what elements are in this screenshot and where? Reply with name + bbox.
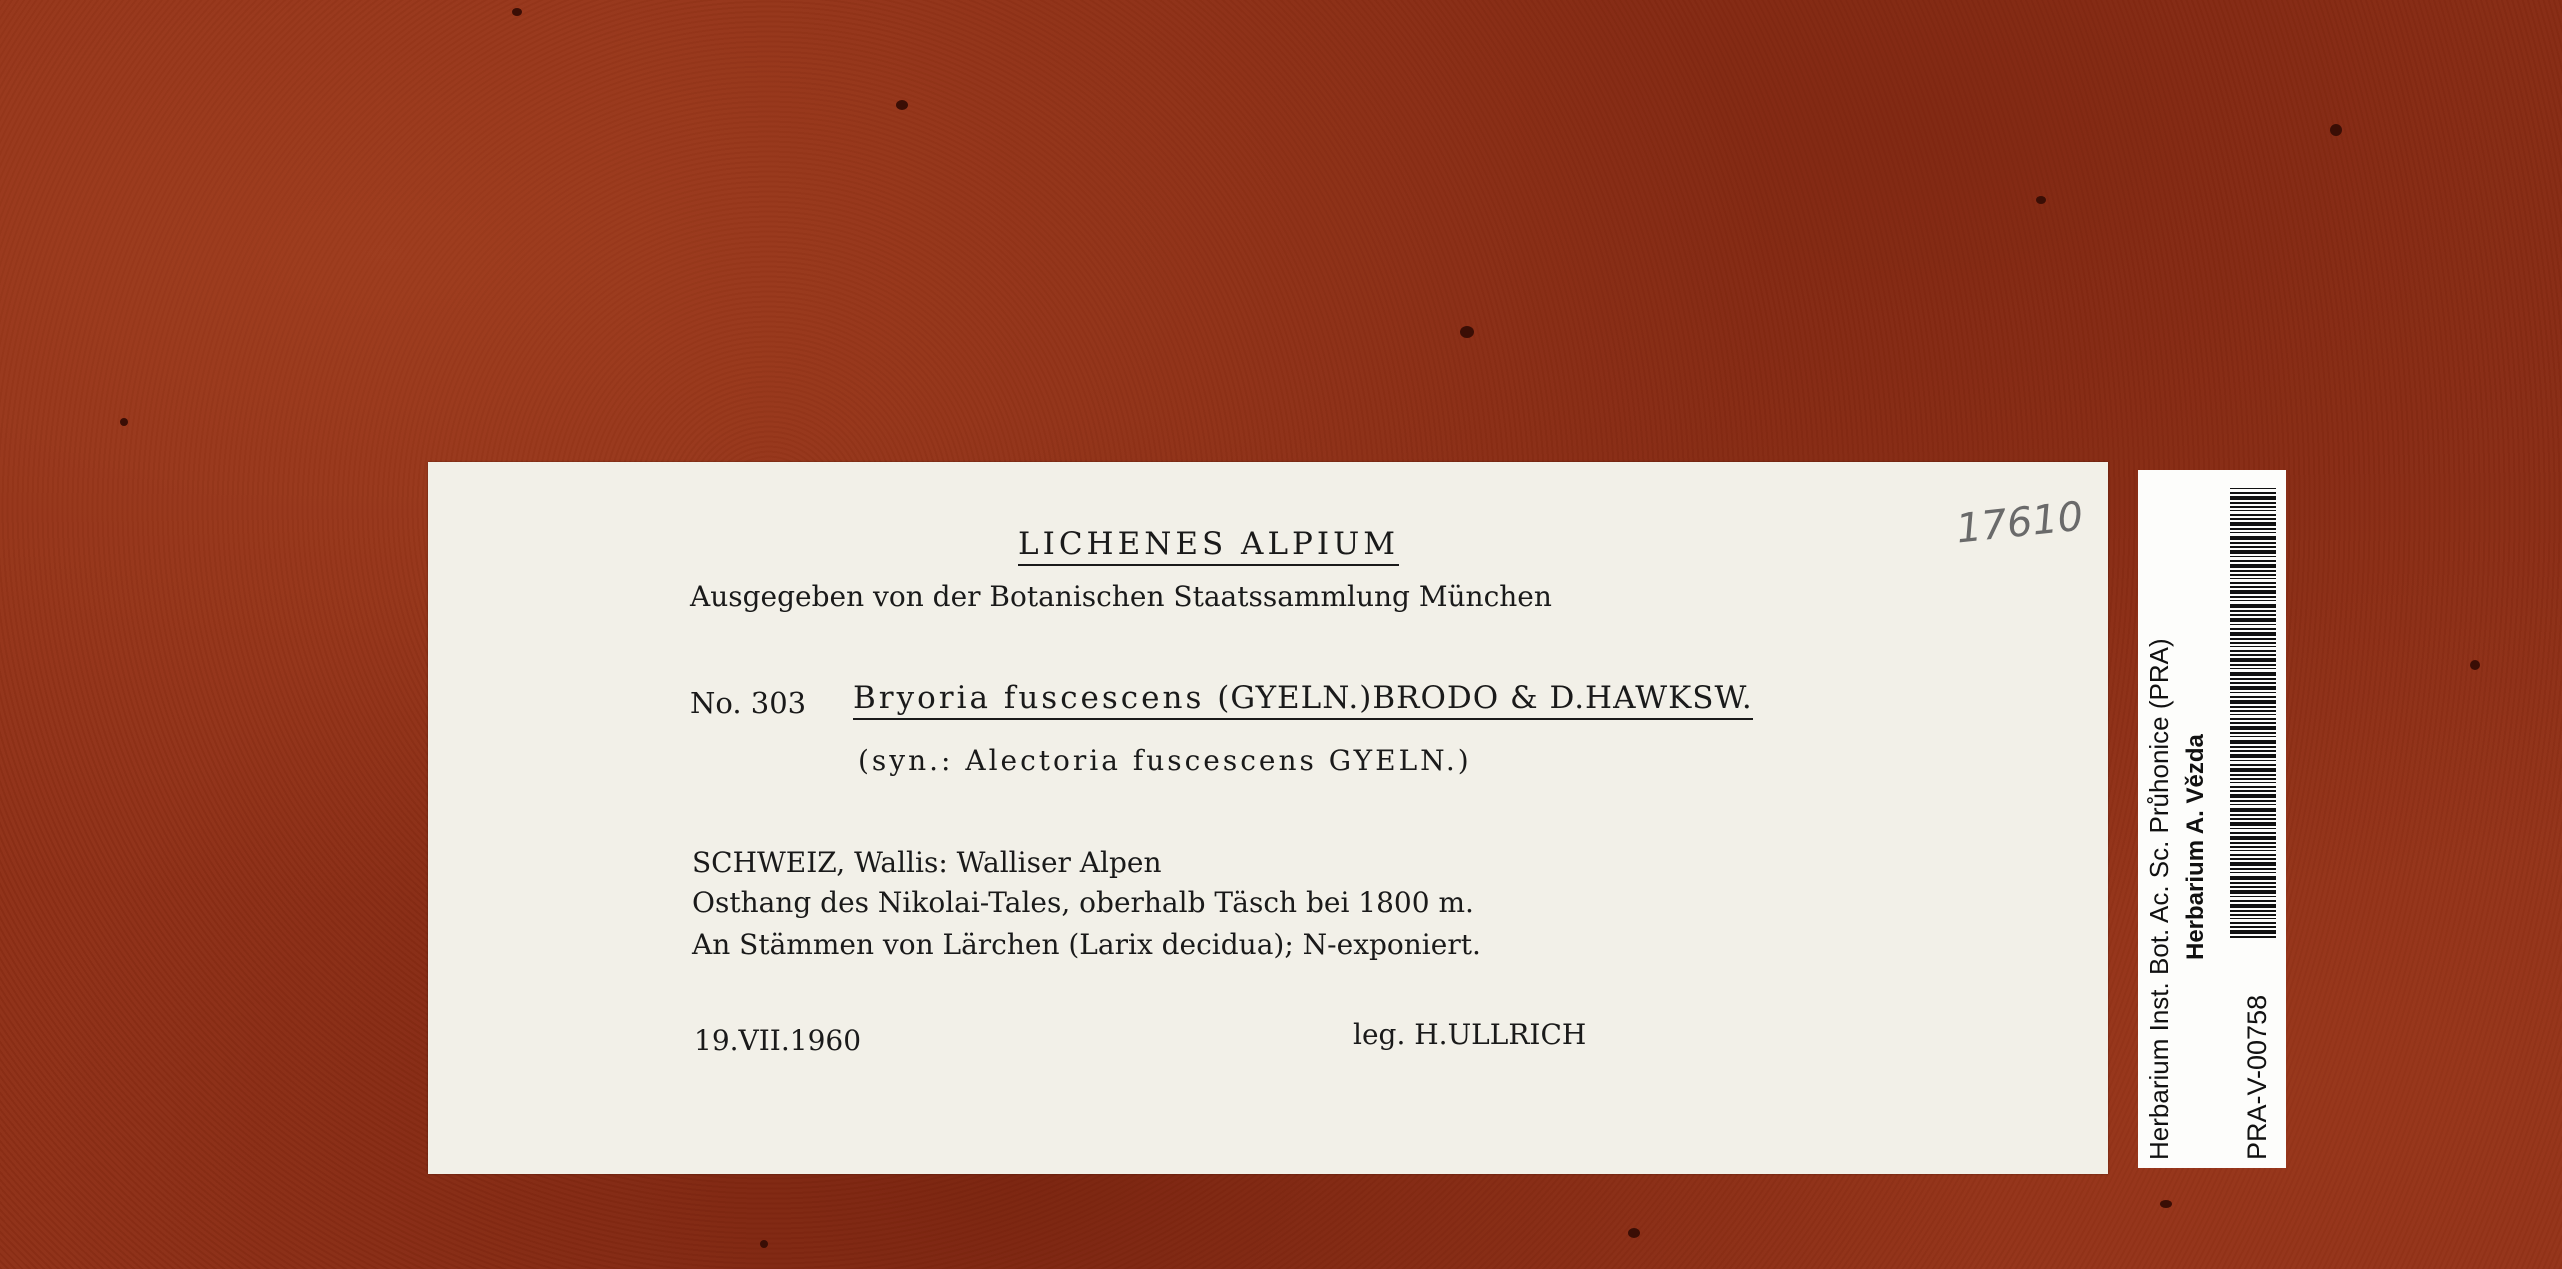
speck: [1460, 326, 1474, 338]
species-authority: (GYELN.)BRODO & D.HAWKSW.: [1217, 680, 1753, 716]
speck: [2160, 1200, 2172, 1208]
collection-date: 19.VII.1960: [694, 1024, 862, 1057]
speck: [760, 1240, 768, 1248]
catalog-id: PRA-V-00758: [2242, 994, 2272, 1160]
habitat-line: An Stämmen von Lärchen (Larix decidua); N-exponiert.: [692, 928, 1481, 961]
speck: [896, 100, 908, 110]
handwritten-number: 17610: [1953, 493, 2086, 553]
species-name: Bryoria fuscescens: [853, 680, 1205, 716]
herbarium-barcode-label: [2138, 470, 2286, 1168]
speck: [2330, 124, 2342, 136]
locality-detail: Osthang des Nikolai-Tales, oberhalb Täsch bei 1800 m.: [692, 886, 1474, 919]
speck: [120, 418, 128, 426]
speck: [2036, 196, 2046, 204]
institution-name: Herbarium Inst. Bot. Ac. Sc. Průhonice (PRA): [2144, 638, 2174, 1160]
series-title: LICHENES ALPIUM: [1018, 526, 1399, 566]
exsiccata-number: No. 303: [690, 686, 807, 720]
locality-country: SCHWEIZ, Wallis: Walliser Alpen: [692, 846, 1162, 879]
synonym-line: (syn.: Alectoria fuscescens GYELN.): [858, 744, 1472, 777]
speck: [512, 8, 522, 16]
collection-name: Herbarium A. Vězda: [2182, 734, 2209, 960]
barcode: [2230, 488, 2276, 904]
speck: [2470, 660, 2480, 670]
collector: leg. H.ULLRICH: [1353, 1018, 1587, 1051]
species-name-line: [853, 680, 1753, 720]
specimen-label: [428, 462, 2108, 1174]
speck: [1628, 1228, 1640, 1238]
publisher-line: Ausgegeben von der Botanischen Staatssammlung München: [690, 580, 1552, 613]
